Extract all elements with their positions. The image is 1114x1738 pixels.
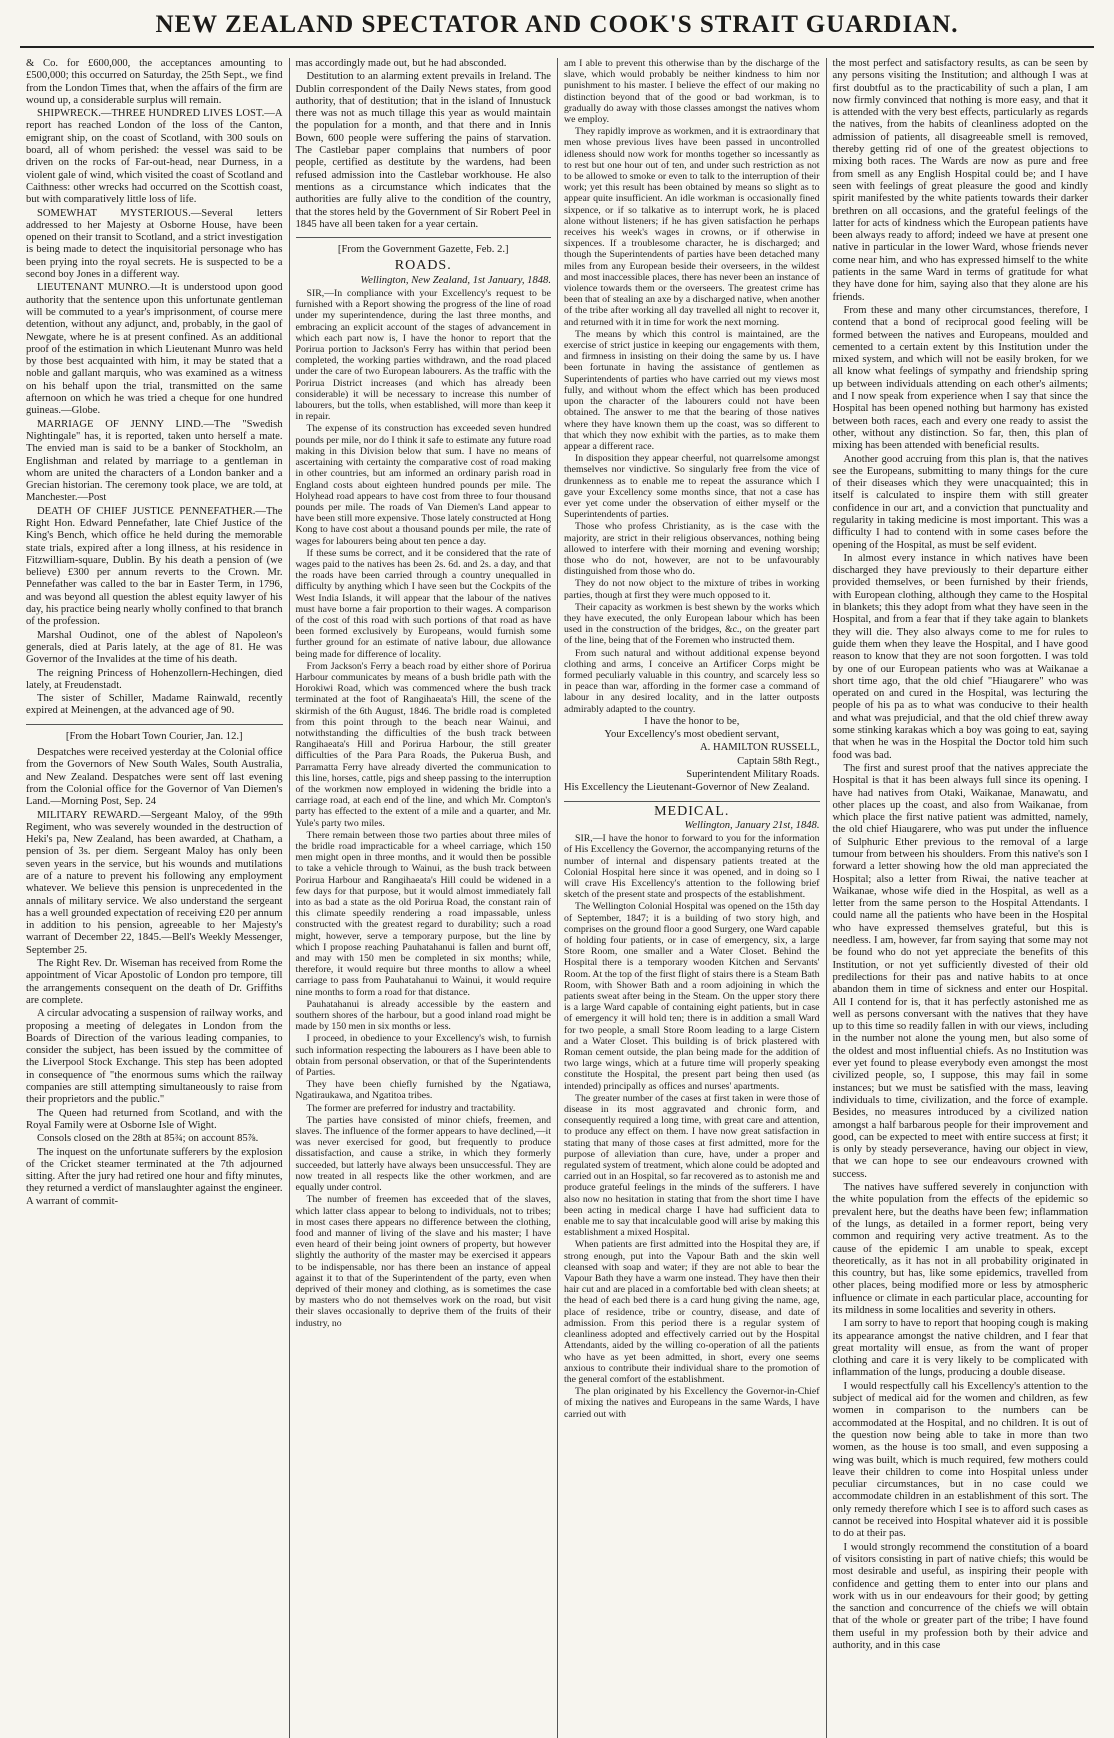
medical-letter	[564, 833, 820, 1420]
paragraph: mas accordingly made out, but he had absconded.	[295, 58, 507, 69]
divider	[26, 724, 283, 725]
column-1	[20, 58, 289, 1738]
paragraph: The natives have suffered severely in conjunction with the white population from the effects of the epidemic so prevalent here, but the deaths have been few; inflammation of the lungs, as detailed in a former report, being very common and requiring very active treatment. As to the cause of the epidemic I am unable to speak, except theoretically, as it has not in all probability originated in this country, but has, like some epidemics, travelled from other places, being modified more or less by atmospheric influence or climate in each particular place, accounting for its mildness in some localities and severity in others.	[832, 1182, 1088, 1316]
paragraph: The sister of Schiller, Madame Rainwald, recently expired at Meinengen, at the advanced age of 90.	[26, 693, 283, 717]
medical-heading: MEDICAL.	[654, 803, 730, 819]
paragraph: Consols closed on the 28th at 85¾; on account 85⅞.	[37, 1133, 259, 1145]
paragraph: They have been chiefly furnished by the Ngatiawa, Ngatiraukawa, and Ngatitoa tribes.	[295, 1079, 551, 1102]
paragraph: The Right Rev. Dr. Wiseman has received from Rome the appointment of Vicar Apostolic of London pro tempore, till the arrangements consequent on the death of Dr. Griffiths are complete.	[26, 958, 283, 1006]
paragraph: They rapidly improve as workmen, and it is extraordinary that men whose previous lives have been passed in uncontrolled idleness should now work for months together so incessantly as to rest but one hour out of ten, and under such restriction as not to be allowed to smoke or even to talk to the interruption of their work; yet this result has been obtained by means so slight as to appear quite insufficient. An idle workman is occasionally fined sixpence, or if so talkative as to interrupt work, he is placed alone without listeners; if he has given satisfaction he perhaps receives his week's wages in crowns, or if otherwise in sixpences. If a troublesome character, he is discharged; and though the Superintendents of parties have been detached many miles from any European beside their overseers, in the wildest and most inaccessible places, there has never been an instance of violence towards them or the overseers. The greatest crime has been that of stealing an axe by a discharged native, when another of the tribe after working all day travelled all night to recover it, and returned with it in time for work the next morning.	[564, 126, 820, 328]
paragraph: MILITARY REWARD.—Sergeant Maloy, of the 99th Regiment, who was severely wounded in the destruction of Heki's pa, New Zealand, has been awarded, at Chatham, a pension of 3s. per diem. Sergeant Maloy has only been seven years in the service, but his wounds and mutilations are of a nature to prevent his following any employment whatever. We believe this pension is unprecedented in the annals of military service. We also understand the sergeant has a well grounded expectation of receiving £20 per annum in addition to his pension, agreeable to her Majesty's warrant of December 22, 1845.—Bell's Weekly Messenger, September 25.	[26, 809, 283, 956]
paragraph: The plan originated by his Excellency the Governor-in-Chief of mixing the natives and Europeans in the same Wards, I have carried out with	[564, 1386, 820, 1420]
paragraph: SHIPWRECK.—THREE HUNDRED LIVES LOST.—A report has reached London of the loss of the Canton, emigrant ship, on the coast of Scotland, with 300 souls on board, all of whom perished: the vessel was said to be driven on the rocks of Far-out-head, near Durness, in a violent gale of wind, which visited the coast of Scotland and Caithness: other wrecks had occurred on the Scottish coast, but with comparatively little loss of life.	[26, 108, 283, 206]
paragraph: The former are preferred for industry and tractability.	[306, 1102, 516, 1114]
paragraph: LIEUTENANT MUNRO.—It is understood upon good authority that the sentence upon this unfortunate gentleman will be commuted to a year's imprisonment, of course mere detention, without any adjunct, and, probably, in the gaol of Newgate, where he is at present confined. As an additional proof of the estimation in which Lieutenant Munro was held by those best acquainted with him, it may be stated that a noble and gallant marquis, who was examined as a witness on his behalf upon the trial, transmitted on the same afternoon on which he was tried a cheque for one hundred guineas.—Globe.	[26, 282, 283, 417]
paragraph: The inquest on the unfortunate sufferers by the explosion of the Cricket steamer terminated at the 7th adjourned sitting. After the jury had retired one hour and fifty minutes, they returned a verdict of manslaughter against the engineer. A warrant of commit-	[26, 1146, 283, 1207]
paragraph: the most perfect and satisfactory results, as can be seen by any persons visiting the Institution; and although I was at first doubtful as to the practicability of such a plan, I am now firmly convinced that nothing is more easy, and that it is attended with the very best effects, particularly as regards the natives, from the habits of cleanliness adopted on the admission of patients, all disagreeable smell is removed, thereby getting rid of one of the greatest objections to mixing both races. The Wards are now as pure and free from smell as any English Hospital could be; and I have seen with feelings of great pleasure the good and kindly spirit manifested by the white patients towards their darker brethren on all occasions, and the grateful feelings of the latter for acts of kindness which the European patients have been always ready to afford; indeed we have at present one native in particular in the lower Ward, whose friends never come near him, and who has expressed himself to the white patients in the same Ward in terms of gratitude for what they have done for him, saying also that they alone are his friends.	[832, 58, 1088, 303]
paragraph: When patients are first admitted into the Hospital they are, if strong enough, put into the Vapour Bath and the skin well cleansed with soap and water; if they are not able to bear the Vapour Bath they have a warm one instead. They have then their hair cut and are placed in a comfortable bed with clean sheets; at the head of each bed there is a card hung giving the name, age, place of residence, tribe or country, disease, and date of admission. From this period there is a regular system of cleanliness adopted and effectively carried out by the Hospital Attendants, aided by the willing co-operation of all the patients who have as yet been admitted, in short, every one seems anxious to contribute their individual share to the promotion of the general comfort of the establishment.	[564, 1239, 820, 1385]
signature-addressee: His Excellency the Lieutenant-Governor of New Zealand.	[564, 782, 810, 794]
paragraph: Another good accruing from this plan is, that the natives see the Europeans, submitting to many things for the cure of their diseases which they were unacquainted; this in itself is calculated to inspire them with still greater confidence in our art, and a conviction that punctuality and regularity in taking medicine is most important. This was a difficulty I had to contend with in some cases before the opening of the Hospital, as must be self evident.	[832, 453, 1088, 551]
source-line: [From the Hobart Town Courier, Jan. 12.]	[65, 730, 243, 742]
medical-dateline: Wellington, January 21st, 1848.	[684, 819, 820, 831]
paragraph: From such natural and without additional expense beyond clothing and arms, I conceive an Artificer Corps might be formed peculiarly valuable in this country, and scarcely less so in peace than war, affording in the former case a command of labour in any desired locality, and in the latter outposts admirably adapted to the country.	[564, 647, 820, 715]
divider	[296, 237, 552, 238]
roads-letter-continued	[564, 58, 820, 715]
masthead: NEW ZEALAND SPECTATOR AND COOK'S STRAIT GUARDIAN.	[20, 8, 1094, 48]
columns	[20, 58, 1094, 1738]
paragraph: A circular advocating a suspension of railway works, and proposing a meeting of delegates in London from the Boards of Direction of the various leading companies, to consider the subject, has been issued by the committee of the Liverpool Stock Exchange. This step has been adopted in consequence of "the enormous sums which the railway companies are still attempting simultaneously to raise from their proprietors and the public."	[26, 1008, 283, 1106]
paragraph: From these and many other circumstances, therefore, I contend that a bond of reciprocal good feeling will be formed between the natives and Europeans, moulded and cemented to a certain extent by this Institution under the mixed system, and which will not be easily broken, for we all know what feelings of sympathy and friendship spring up between individuals attending on each other's ailments; and I now speak from experience when I say that since the Hospital has been opened nothing but harmony has existed between both races, each and every one ready to assist the other, without any distinction. So far, then, this plan of mixing has been attended with beneficial results.	[832, 304, 1088, 452]
paragraph: DEATH OF CHIEF JUSTICE PENNEFATHER.—The Right Hon. Edward Pennefather, late Chief Justice of the King's Bench, which office he held during the memorable state trials, expired after a long illness, at his residence in Fitzwilliam-square, Dublin. By his death a pension of (we believe) £300 per annum reverts to the Crown. Mr. Pennefather was called to the bar in Easter Term, in 1796, and was beyond all question the ablest equity lawyer of his day, his practice being nearly wholly confined to that branch of the profession.	[26, 505, 283, 628]
paragraph: I would respectfully call his Excellency's attention to the subject of medical aid for the women and children, as few women in comparison to the numbers can be accommodated at the Hospital, and no children. It is out of the question now being able to take in more than two women, as the house is too small, and even supposing a wing was built, which is much required, few mothers could leave their children to come into Hospital unless under peculiar circumstances, but in no case could we accommodate children in an establishment of this sort. The only remedy therefore which I see is to afford such cases as cannot be received into Hospital whatever aid it is possible to do at their pas.	[832, 1380, 1088, 1540]
paragraph: The greater number of the cases at first taken in were those of disease in its most aggravated and chronic form, and consequently required a long time, with great care and attention, to produce any effect on them. I have now great satisfaction in stating that many of those cases at first admitted, more for the purpose of alleviation than cure, have, under a proper and regulated system of treatment, which alone could be adopted and carried out in an Hospital, so far recovered as to astonish me and produce grateful feelings in the minds of the sufferers. I have also now no hesitation in stating that from the short time I have been acting in medical charge I have had sufficient data to enable me to say that incalculable good will arise by making this establishment a mixed Hospital.	[564, 1092, 820, 1239]
paragraph: Pauhatahanui is already accessible by the eastern and southern shores of the harbour, but a good inland road might be made by 150 men in six months or less.	[295, 998, 551, 1033]
paragraph: I proceed, in obedience to your Excellency's wish, to furnish such information respecting the labourers as I have been able to obtain from personal observation, or that of the Superintendents of Parties.	[295, 1033, 551, 1079]
roads-heading: ROADS.	[394, 258, 452, 274]
paragraph: Their capacity as workmen is best shewn by the works which they have executed, the only European labour which has been used in the construction of the bridges, &c., on the greater part of the line, being that of the Foremen who instructed them.	[564, 601, 820, 647]
column-4	[826, 58, 1095, 1738]
paragraph: The parties have consisted of minor chiefs, freemen, and slaves. The influence of the former appears to have declined,—it was never exercised for good, but frequently to produce dissatisfaction, and cause a strike, in which they formerly succeeded, but latterly have always been unsuccessful. They are now treated in all respects like the other workmen, and are equally under control.	[295, 1114, 551, 1194]
paragraph: In almost every instance in which natives have been discharged they have previously to their departure either provided themselves, or been furnished by their friends, with European clothing, although they came to the Hospital in blankets; this they adopt from what they have seen in the Hospital, and from a fear that if they take again to blankets they will die. They also always come to me for rules to guide them when they leave the Hospital, and I have good reason to know that they are not soon forgotten. I was told by one of our European patients who was at Waikanae a short time ago, that the old chief "Hiaugarere" who was operated on and cured in the Hospital, was lecturing the people of his pa as to what was conducive to their health and what was prejudicial, and that the old chief threw away some stinking karakas which a boy was going to eat, saying that when he was in the Hospital the Doctor told him such food was bad.	[832, 552, 1088, 761]
source-line: [From the Government Gazette, Feb. 2.]	[337, 244, 509, 256]
paragraph: The means by which this control is maintained, are the exercise of strict justice in keeping our engagements with them, and firmness in insisting on their doing the same by us. I have been fortunate in having the assistance of gentlemen as Superintendents of parties who have carried out my views most fully, and without whom the effect which has been produced upon the character of the labourers could not have been obtained. The answer to me that the bearing of those natives where they have known them up the coast, was so different to that which they now exhibit with the parties, as to make them appear a different race.	[564, 328, 820, 452]
paragraph: They do not now object to the mixture of tribes in working parties, though at first they were much opposed to it.	[564, 578, 820, 601]
paragraph: If these sums be correct, and it be considered that the rate of wages paid to the natives has been 2s. 6d. and 2s. a day, and that the roads have been carried through a country unequalled in difficulty by anything which I have seen but the Cockpits of the West India Islands, it will appear that the labour of the natives must have borne a fair proportion to their wages. A comparison of the cost of this road with such portions of that road as have been formed exclusively by Europeans, would furnish some further ground for an estimate of native labour, due allowance being made for difference of locality.	[295, 547, 551, 660]
roads-dateline: Wellington, New Zealand, 1st January, 1848.	[360, 274, 551, 286]
paragraph: I am sorry to have to report that hooping cough is making its appearance amongst the native children, and I fear that great mortality will ensue, as from the want of proper clothing and care it is very likely to be complicated with inflammation of the lungs, producing a double disease.	[832, 1318, 1088, 1379]
paragraph: Destitution to an alarming extent prevails in Ireland. The Dublin correspondent of the Daily News states, from good authority, that of destitution; that in the island of Innustuck there was not as much tillage this year as would maintain the population for a month, and that there and in Innis Bown, 600 people were suffering the pains of starvation. The Castlebar paper complains that numbers of poor people, certified as destitute by the wardens, had been refused admission into the Castlebar workhouse. He also mentions as a circumstance which indicates that the authorities are fully alive to the condition of the country, that the stores held by the Government of Sir Robert Peel in 1845 have all been taken for a year certain.	[295, 71, 551, 230]
paragraph: Despatches were received yesterday at the Colonial office from the Governors of New South Wales, South Australia, and New Zealand. Despatches were sent off last evening from the Colonial office for the Governor of Van Diemen's Land.—Morning Post, Sep. 24	[26, 747, 283, 808]
paragraph: SIR,—I have the honor to forward to you for the information of His Excellency the Governor, the accompanying returns of the number of internal and dispensary patients treated at the Colonial Hospital here since it was opened, and in doing so I will crave His Excellency's attention to the following brief sketch of the present state and prospects of the establishment.	[564, 833, 820, 901]
paragraph: The Queen had returned from Scotland, and with the Royal Family were at Osborne Isle of Wight.	[26, 1107, 283, 1131]
column-3	[557, 58, 826, 1738]
paragraph: In disposition they appear cheerful, not quarrelsome amongst themselves nor vindictive. So singularly free from the vice of drunkenness as to enable me to repeat the assurance which I gave your Excellency some months since, that not a case has ever yet come under the observation of either myself or the Superintendents of parties.	[564, 453, 820, 521]
column-2	[289, 58, 558, 1738]
divider	[564, 801, 820, 802]
paragraph: The number of freemen has exceeded that of the slaves, which latter class appear to belong to individuals, not to tribes; in most cases there appears no difference between the clothing, food and manner of living of the slave and his master; I have even heard of their being joint owners of property, but however slightly the authority of the master may be exercised it appears to be indispensable, nor has there been an instance of appeal against it to that of the Superintendent of the party, even when deprived of their money and clothing, as is sometimes the case by masters who do not themselves work on the road, but visit their slaves occasionally to deprive them of the fruits of their industry, no	[295, 1194, 551, 1329]
paragraph: Those who profess Christianity, as is the case with the majority, are strict in their religious observances, nothing being allowed to interfere with their morning and evening worship; those who do not, however, are not to be unfavourably distinguished from those who do.	[564, 521, 820, 578]
paragraph: & Co. for £600,000, the acceptances amounting to £500,000; this occurred on Saturday, the 25th Sept., we find from the London Times that, when the affairs of the firm are wound up, a considerable surplus will remain.	[26, 58, 283, 106]
signature-rank: Captain 58th Regt.,	[737, 755, 820, 767]
signature-name: A. HAMILTON RUSSELL,	[700, 742, 820, 754]
paragraph: The first and surest proof that the natives appreciate the Hospital is that it has been always full since its opening. I have had natives from Otaki, Waikanae, Manawatu, and other places up the coast, and also from Waikanae, from which place the first native patient was admitted, namely, the old chief Hiaugarere, who was put under the influence of Sulphuric Ether previous to the removal of a large tumour from between his shoulders. From this native's son I forward a letter showing how the old man appreciated the Hospital; also a letter from Riwai, the native teacher at Waikanae, whose wife died in the Hospital, as well as a letter from the same person to the Hospital Attendants. I could name all the patients who have been in the Hospital who have expressed themselves grateful, but this is needless. I am, however, far from saying that some may not be found who do not yet appreciate the benefits of this Institution, or not yet sufficiently divested of their old predilections for their pas and native habits to at once abandon them in time of sickness and enter our Hospital. All I contend for is, that it has perfectly astonished me as well as persons conversant with the natives that they have up to this time so readily fallen in with our views, including in the number not alone the young men, but also some of the oldest and most influential chiefs. As no Institution was ever yet found to please everybody even amongst the most civilized people, so, I suppose, this may fail in some instances; but we must be satisfied with the mass, leaving individuals to time, civilization, and the force of example. Besides, no measures introduced by a civilized nation amongst a half barbarous people for their improvement and good, can be expected to meet with entire success at first; it is only by steady perseverance, having our object in view, that we can hope to see our endeavours crowned with success.	[832, 762, 1088, 1180]
paragraph: am I able to prevent this otherwise than by the discharge of the slave, which would probably be neither kindness to him nor punishment to his master. I believe the effect of our making no distinction beyond that of the good or bad workman, is to gradually do away with those classes amongst the natives whom we employ.	[564, 58, 820, 126]
paragraph: The Wellington Colonial Hospital was opened on the 15th day of September, 1847; it is a building of two story high, and comprises on the ground floor a good Surgery, one Ward capable of holding four patients, or in case of emergency, six, a large Store Room, one smaller and a Water Closet. Behind the Hospital there is a temporary wooden Kitchen and Servants' Room. At the top of the first flight of stairs there is a Steam Bath Room, with Shower Bath and a room adjoining in which the patients sweat after being in the Steam. On the upper story there is a large Ward capable of containing eight patients, but in case of emergency it will hold ten; there is in addition a small Ward for two people, a small Store Room leading to a large Cistern and a Water Closet. This building is of brick plastered with Roman cement outside, the plan being made for the addition of two large wings, which at a future time will properly speaking constitute the Hospital, the present part being then used (as intended) principally as offices and nurses' apartments.	[564, 901, 820, 1092]
signature-servant: Your Excellency's most obedient servant,	[604, 729, 780, 741]
paragraph: The reigning Princess of Hohenzollern-Hechingen, died lately, at Freudenstadt.	[26, 667, 283, 691]
roads-letter	[296, 288, 552, 1329]
paragraph: SIR,—In compliance with your Excellency's request to be furnished with a Report showing the progress of the line of road under my superintendence, during the last three months, and embracing an explicit account of the stages of advancement in which each part now is, I have the honor to report that the Porirua portion to Jackson's Ferry has within that period been completed, the working parties withdrawn, and the road placed under the care of two European labourers. As the traffic with the Porirua District increases (and which has already been considerable) it will be necessary to increase this number of labourers, but the tolls, when established, will more than keep it in repair.	[295, 288, 551, 423]
paragraph: Marshal Oudinot, one of the ablest of Napoleon's generals, died at Paris lately, at the age of 81. He was Governor of the Invalides at the time of his death.	[26, 629, 283, 666]
paragraph: I would strongly recommend the constitution of a board of visitors consisting in part of native chiefs; this would be most desirable and useful, as inspiring their people with confidence and getting them to enter into our plans and work with us in our endeavours for their good; by getting the sanction and concurrence of the chiefs we will obtain that of the whole or greater part of the tribe; I have found them useful in my profession both by their advice and authority, and in this case	[832, 1541, 1088, 1651]
signature-role: Superintendent Military Roads.	[686, 768, 820, 780]
paragraph: MARRIAGE OF JENNY LIND.—The "Swedish Nightingale" has, it is reported, taken unto herself a mate. The envied man is said to be a banker of Stockholm, an Englishman and related by marriage to a gentleman in whom are united the characters of a London banker and a Grecian historian. The ceremony took place, we are told, at Manchester.—Post	[26, 418, 283, 504]
signature-honour: I have the honor to be,	[644, 715, 740, 727]
paragraph: There remain between those two parties about three miles of the bridle road impracticable for a wheel carriage, which 150 men might open in three months, and it would then be possible to take a vehicle through to Wainui, as the bush track between Porirua Harbour and Rangihaeata's Hill could be widened in a few days for that purpose, but it would almost immediately fall into as bad a state as the old Porirua Road, the constant rain of this climate speedily rendering a road impassable, unless constructed with the greatest regard to durability; such a road might, however, serve a temporary purpose, but the line by which I propose reaching Pauhatahanui is fallen and burnt off, and may with 150 men be completed in six months; while, therefore, it would require but three months to allow a wheel carriage to pass from Pauhatahanui to Wainui, it would require nine months to form a road for that distance.	[295, 829, 551, 998]
paragraph: The expense of its construction has exceeded seven hundred pounds per mile, nor do I think it safe to estimate any future road making in this Division below that sum. I have no means of ascertaining with certainty the comparative cost of road making in other countries, but am informed an ordinary parish road in England costs about eighteen hundred pounds per mile. The Holyhead road appears to have cost from three to four thousand pounds per mile. The roads of Van Diemen's Land appear to have been still more expensive. Those lately constructed at Hong Kong to have cost about a thousand pounds per mile, the rate of wages for labourers being about ten pence a day.	[295, 423, 551, 547]
paragraph: SOMEWHAT MYSTERIOUS.—Several letters addressed to her Majesty at Osborne House, have been opened on their transit to Scotland, and a strict investigation is being made to detect the inquisitorial personage who has been prying into the royal secrets. He is suspected to be a second boy Jones in a different way.	[26, 207, 283, 281]
paragraph: From Jackson's Ferry a beach road by either shore of Porirua Harbour communicates by means of a bush bridle path with the Horokiwi Road, which was commenced where the bush track terminated at the foot of Rangihaeata's Hill, the scene of the skirmish of the 6th August, 1846. The bridle road is completed from this point through to the beach near Wainui, and notwithstanding the difficulties of the bush track between Rangihaeata's Hill and Porirua Harbour, the still greater difficulties of the Para Para Roads, the Pukerua Bush, and Parramatta Ferry have already diverted the communication to this line, horses, cattle, pigs and sheep passing to the interruption of the workmen now employed in widening the bridle into a carriage road, at each end of the line, and which Mr. Compton's party has effected to the extent of a mile and a quarter, and Mr. Yule's party two miles.	[295, 660, 551, 829]
